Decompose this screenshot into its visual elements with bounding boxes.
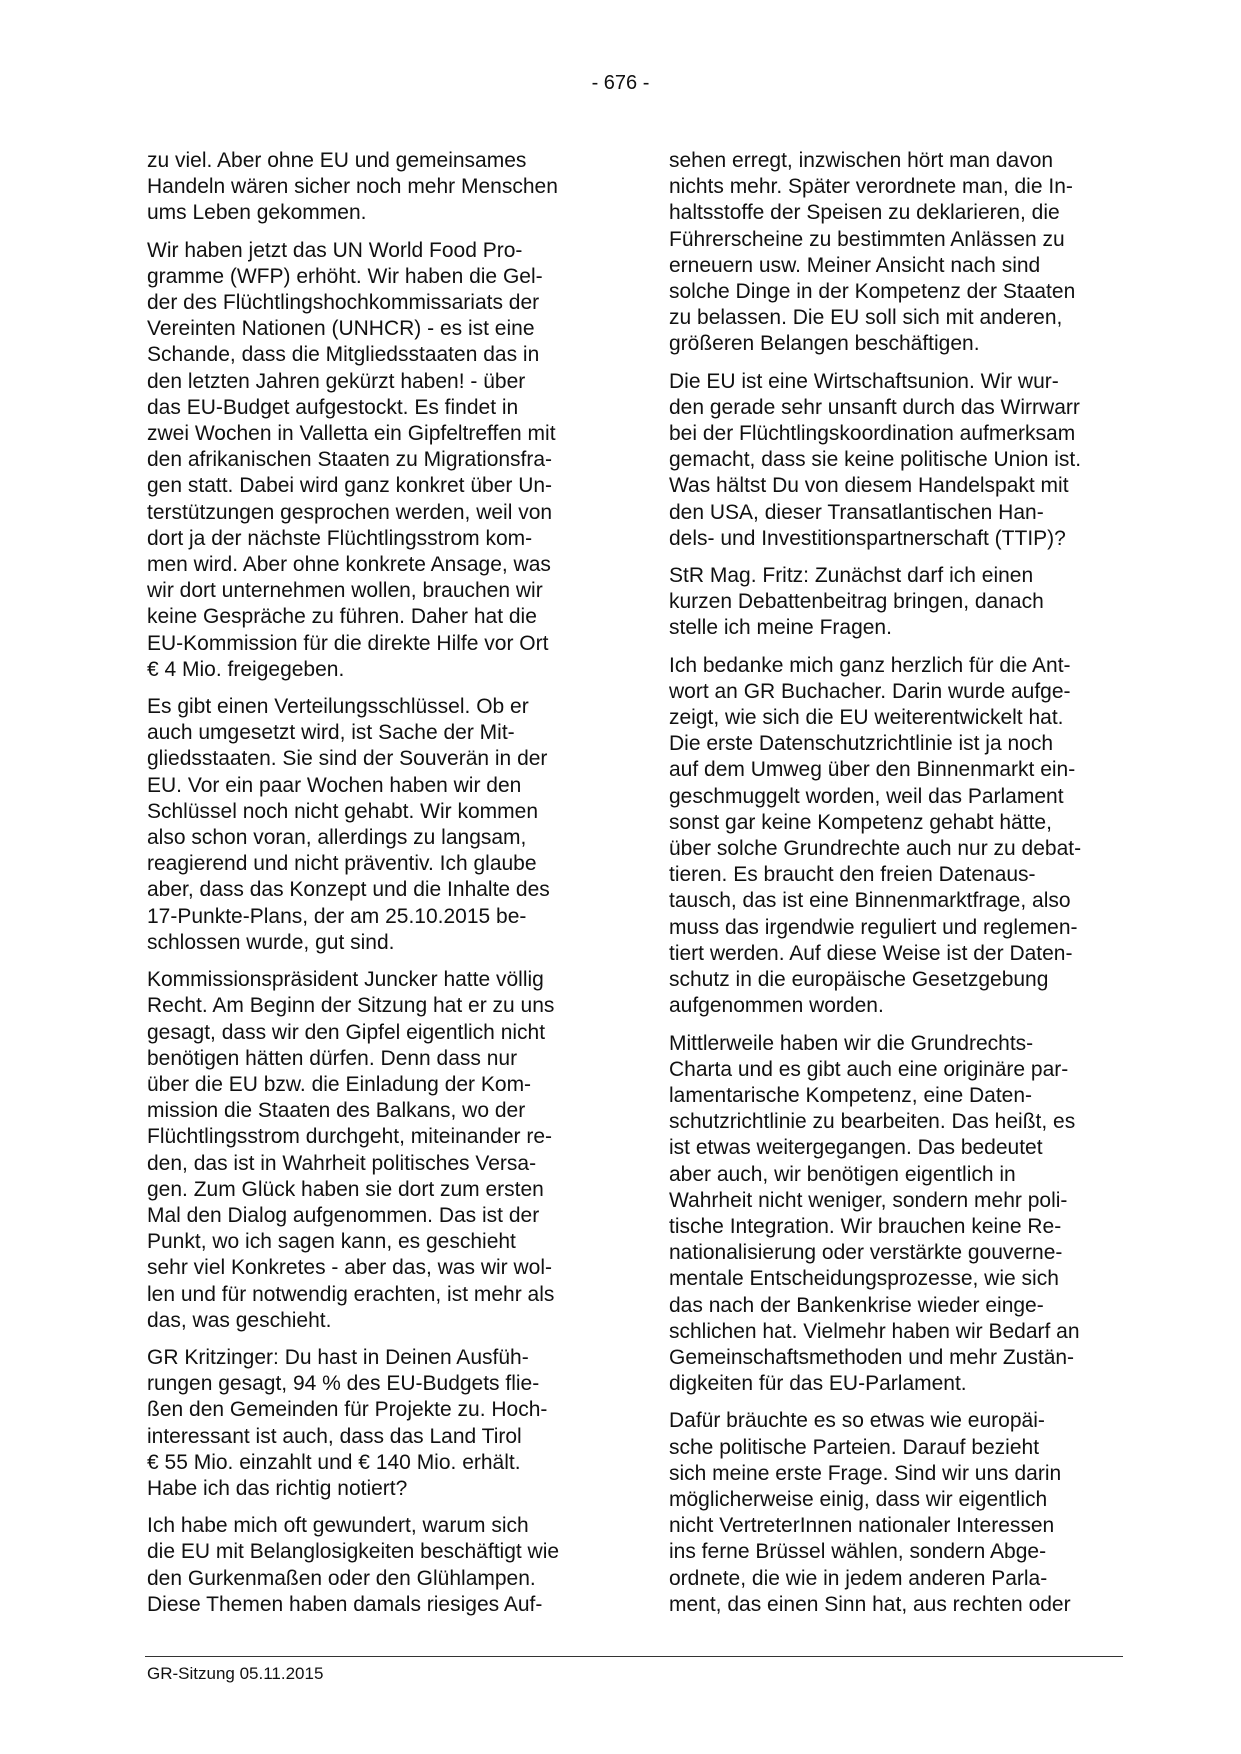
paragraph: zu viel. Aber ohne EU und gemeinsames Handeln wären sicher noch mehr Menschen ums Leben gekommen. [147,149,558,225]
paragraph: StR Mag. Fritz: Zunächst darf ich einen kurzen Debattenbeitrag bringen, danach stelle ich meine Fragen. [669,564,1044,640]
paragraph: Die EU ist eine Wirtschaftsunion. Wir wur- den gerade sehr unsanft durch das Wirrwarr bei der Flüchtlingskoordination aufmerksam gemacht, dass sie keine politische Union ist. Was hältst Du von diesem Handelspakt mit den USA, dieser Transatlantischen Han- dels- und Investitionspartnerschaft (TTIP)? [669,369,1082,550]
paragraph: Kommissionspräsident Juncker hatte völlig Recht. Am Beginn der Sitzung hat er zu uns gesagt, dass wir den Gipfel eigentlich nicht benötigen hätten dürfen. Denn dass nur über die EU bzw. die Einladung der Kom- mission die Staaten des Balkans, wo der Flüchtlingsstrom durchgeht, miteinander re- den, das ist in Wahrheit politisches Versa- gen. Zum Glück haben sie dort zum ersten Mal den Dialog aufgenommen. Das ist der Punkt, wo ich sagen kann, es geschieht sehr viel Konkretes - aber das, was wir wol- len und für notwendig erachten, ist mehr als das, was geschieht. [147,968,555,1332]
page-number: - 676 - [591,72,650,94]
paragraph: Mittlerweile haben wir die Grundrechts- Charta und es gibt auch eine originäre par- lamentarische Kompetenz, eine Daten- schutzrichtlinie zu bearbeiten. Das heißt, es ist etwas weitergegangen. Das bedeutet aber auch, wir benötigen eigentlich in Wahrheit nicht weniger, sondern mehr poli- tische Integration. Wir brauchen keine Re- nationalisierung oder verstärkte gouverne- mentale Entscheidungsprozesse, wie sich das nach der Bankenkrise wieder einge- schlichen hat. Vielmehr haben wir Bedarf an Gemeinschaftsmethoden und mehr Zustän- digkeiten für das EU-Parlament. [669,1031,1080,1396]
paragraph: Wir haben jetzt das UN World Food Pro- gramme (WFP) erhöht. Wir haben die Gel- der des Flüchtlingshochkommissariats der Vereinten Nationen (UNHCR) - es ist eine Schande, dass die Mitgliedsstaaten das in den letzten Jahren gekürzt haben! - über das EU-Budget aufgestockt. Es findet in zwei Wochen in Valletta ein Gipfeltreffen mit den afrikanischen Staaten zu Migrationsfra- gen statt. Dabei wird ganz konkret über Un- terstützungen gesprochen werden, weil von dort ja der nächste Flüchtlingsstrom kom- men wird. Aber ohne konkrete Ansage, was wir dort unternehmen wollen, brauchen wir keine Gespräche zu führen. Daher hat die EU-Kommission für die direkte Hilfe vor Ort € 4 Mio. freigegeben. [147,238,556,681]
paragraph: Dafür bräuchte es so etwas wie europäi- sche politische Parteien. Darauf bezieht sich meine erste Frage. Sind wir uns darin möglicherweise einig, dass wir eigentlich nicht VertreterInnen nationaler Interessen ins ferne Brüssel wählen, sondern Abge- ordnete, die wie in jedem anderen Parla- ment, das einen Sinn hat, aus rechten oder [669,1409,1071,1616]
paragraph: sehen erregt, inzwischen hört man davon nichts mehr. Später verordnete man, die In- haltsstoffe der Speisen zu deklarieren, die Führerscheine zu bestimmten Anlässen zu erneuern usw. Meiner Ansicht nach sind solche Dinge in der Kompetenz der Staaten zu belassen. Die EU soll sich mit anderen, größeren Belangen beschäftigen. [669,149,1076,356]
paragraph: Ich bedanke mich ganz herzlich für die Ant- wort an GR Buchacher. Darin wurde aufge- zeigt, wie sich die EU weiterentwickelt hat. Die erste Datenschutzrichtlinie ist ja noch auf dem Umweg über den Binnenmarkt ein- geschmuggelt worden, weil das Parlament sonst gar keine Kompetenz gehabt hätte, über solche Grundrechte auch nur zu debat- tieren. Es braucht den freien Datenaus- tausch, das ist eine Binnenmarktfrage, also muss das irgendwie reguliert und reglemen- tiert werden. Auf diese Weise ist der Daten- schutz in die europäische Gesetzgebung aufgenommen worden. [669,653,1082,1018]
footer-session-date: GR-Sitzung 05.11.2015 [147,1664,324,1683]
footer-divider [145,1656,1123,1657]
left-column [147,148,599,1629]
paragraph: GR Kritzinger: Du hast in Deinen Ausfüh- rungen gesagt, 94 % des EU-Budgets flie- ßen den Gemeinden für Projekte zu. Hoch- interessant ist auch, dass das Land Tirol € 55 Mio. einzahlt und € 140 Mio. erhält. Habe ich das richtig notiert? [147,1345,548,1500]
paragraph: Es gibt einen Verteilungsschlüssel. Ob er auch umgesetzt wird, ist Sache der Mit- gliedsstaaten. Sie sind der Souverän in der EU. Vor ein paar Wochen haben wir den Schlüssel noch nicht gehabt. Wir kommen also schon voran, allerdings zu langsam, reagierend und nicht präventiv. Ich glaube aber, dass das Konzept und die Inhalte des 17-Punkte-Plans, der am 25.10.2015 be- schlossen wurde, gut sind. [147,695,550,954]
right-column [669,148,1127,1629]
paragraph: Ich habe mich oft gewundert, warum sich die EU mit Belanglosigkeiten beschäftigt wie den Gurkenmaßen oder den Glühlampen. Diese Themen haben damals riesiges Auf- [147,1514,560,1616]
